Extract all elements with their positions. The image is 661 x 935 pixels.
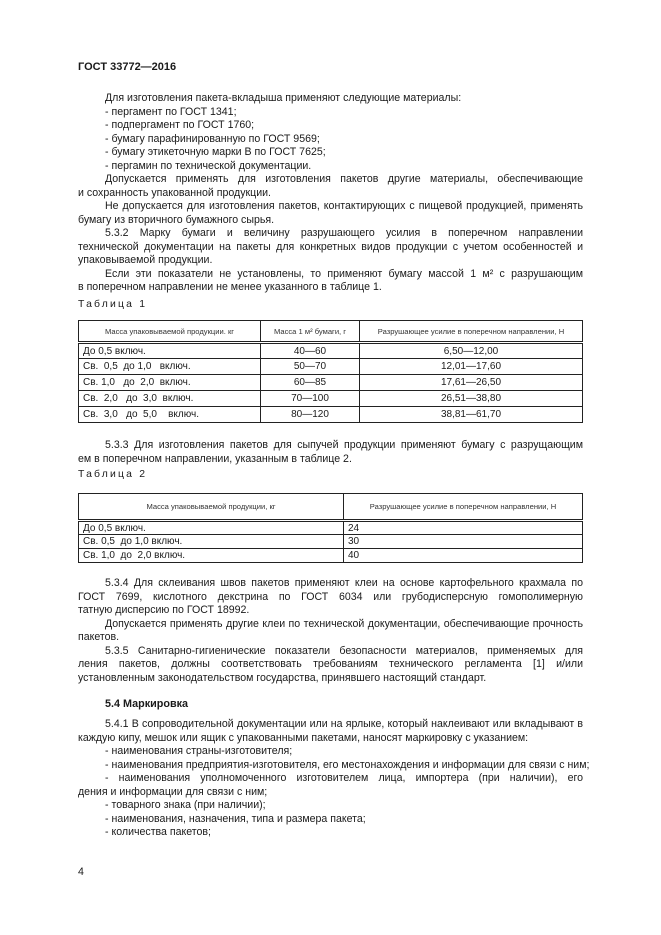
text-line: - пергамин по технической документации. [105, 159, 312, 172]
text-line: - бумагу парафинированную по ГОСТ 9569; [105, 132, 320, 145]
table-cell: Св. 1,0 до 2,0 включ. [79, 375, 261, 391]
table-row [79, 375, 583, 391]
table-row [79, 549, 583, 563]
table-1 [78, 320, 583, 423]
text-line: 5.3.3 Для изготовления пакетов для сыпучей продукции применяют бумагу с разрущающим [105, 439, 583, 451]
text-line: - наименования уполномоченного изготовителем лица, импортера (при наличии), его [105, 772, 583, 784]
table-row [79, 343, 583, 359]
table-cell: Св. 3,0 до 5,0 включ. [79, 407, 261, 423]
table-row [79, 521, 583, 535]
table-row [79, 407, 583, 423]
text-line: - бумагу этикеточную марки В по ГОСТ 7625; [105, 146, 326, 158]
table-2-caption: Таблица 2 [78, 469, 148, 480]
text-line: ем в поперечном направлении, указанным в таблице 2. [78, 452, 352, 465]
text-line: каждую кипу, мешок или ящик с упакованными пакетами, наносят маркировку с указанием: [78, 731, 529, 744]
text-line: - количества пакетов; [105, 826, 212, 838]
text-line: татную дисперсию по ГОСТ 18992. [78, 604, 250, 616]
table-cell: 24 [344, 521, 583, 535]
text-line: дения и информации для связи с ним; [78, 785, 268, 798]
text-line: 5.3.5 Санитарно-гигиенические показатели безопасности материалов, применяемых для [105, 644, 583, 657]
text-line: Для изготовления пакета-вкладыша применяют следующие материалы: [105, 92, 462, 104]
table-cell: 80—120 [261, 407, 360, 423]
text-line: Допускается применять для изготовления пакетов другие материалы, обеспечивающие [105, 173, 583, 185]
text-line: - наименования предприятия-изготовителя, его местонахождения и информации для связи с ним; [105, 758, 590, 771]
table-cell: До 0,5 включ. [79, 343, 261, 359]
text-line: 5.3.4 Для склеивания швов пакетов применяют клеи на основе картофельного крахмала по [105, 577, 583, 589]
table-cell: 60—85 [261, 375, 360, 391]
section-heading: 5.4 Маркировка [105, 698, 189, 710]
table-header-cell: Масса 1 м² бумаги, г [261, 321, 360, 343]
text-line: 5.3.2 Марку бумаги и величину разрушающего усилия в поперечном направлении [105, 227, 583, 239]
table-cell: 26,51—38,80 [360, 391, 583, 407]
text-line: 5.4.1 В сопроводительной документации или на ярлыке, который наклеивают или вкладывают в [105, 718, 583, 730]
text-line: - пергамент по ГОСТ 1341; [105, 105, 237, 118]
table-cell: 40—60 [261, 343, 360, 359]
page-number: 4 [78, 866, 84, 878]
table-1-caption: Таблица 1 [78, 299, 148, 310]
table-header-cell: Разрушающее усилие в поперечном направлении, Н [360, 321, 583, 343]
table-cell: Св. 1,0 до 2,0 включ. [79, 549, 344, 563]
table-header-cell: Масса упаковываемой продукции, кг [79, 494, 344, 521]
text-line: - наименования страны-изготовителя; [105, 745, 293, 757]
text-line: - товарного знака (при наличии); [105, 799, 266, 811]
text-line: - наименования, назначения, типа и размера пакета; [105, 812, 366, 825]
table-cell: 70—100 [261, 391, 360, 407]
table-row [79, 391, 583, 407]
table-cell: 6,50—12,00 [360, 343, 583, 359]
table-cell: Св. 2,0 до 3,0 включ. [79, 391, 261, 407]
table-cell: 50—70 [261, 359, 360, 375]
text-line: ления пакетов, должны соответствовать требованиям технического регламента [1] и/или [78, 658, 583, 670]
document-header: ГОСТ 33772—2016 [78, 61, 177, 73]
table-cell: Св. 0,5 до 1,0 включ. [79, 359, 261, 375]
text-line: Не допускается для изготовления пакетов, контактирующих с пищевой продукцией, применять [105, 200, 583, 212]
table-row [79, 359, 583, 375]
text-line: технической документации на пакеты для конкретных видов продукции с учетом особенностей и [78, 240, 583, 253]
table-2 [78, 493, 583, 563]
text-line: пакетов. [78, 631, 120, 643]
table-header-cell: Масса упаковываемой продукции. кг [79, 321, 261, 343]
text-line: в поперечном направлении не менее указанного в таблице 1. [78, 281, 382, 293]
text-line: - подпергамент по ГОСТ 1760; [105, 119, 255, 131]
text-line: Если эти показатели не установлены, то применяют бумагу массой 1 м² с разрушающим [105, 267, 583, 280]
table-cell: 12,01—17,60 [360, 359, 583, 375]
table-cell: До 0,5 включ. [79, 521, 344, 535]
table-cell: Св. 0,5 до 1,0 включ. [79, 535, 344, 549]
table-row [79, 535, 583, 549]
table-header-cell: Разрушающее усилие в поперечном направлении, Н [344, 494, 583, 521]
text-line: бумагу из вторичного бумажного сырья. [78, 213, 275, 226]
table-cell: 38,81—61,70 [360, 407, 583, 423]
table-cell: 40 [344, 549, 583, 563]
text-line: установленным законодательством государства, принявшего настоящий стандарт. [78, 671, 487, 684]
text-line: Допускается применять другие клеи по технической документации, обеспечивающие прочность [105, 617, 583, 630]
text-line: ГОСТ 7699, кислотного декстрина по ГОСТ 6034 или грубодисперсную гомополимерную [78, 590, 583, 603]
table-cell: 17,61—26,50 [360, 375, 583, 391]
text-line: упаковываемой продукции. [78, 254, 213, 266]
text-line: и сохранность упакованной продукции. [78, 186, 272, 199]
table-cell: 30 [344, 535, 583, 549]
